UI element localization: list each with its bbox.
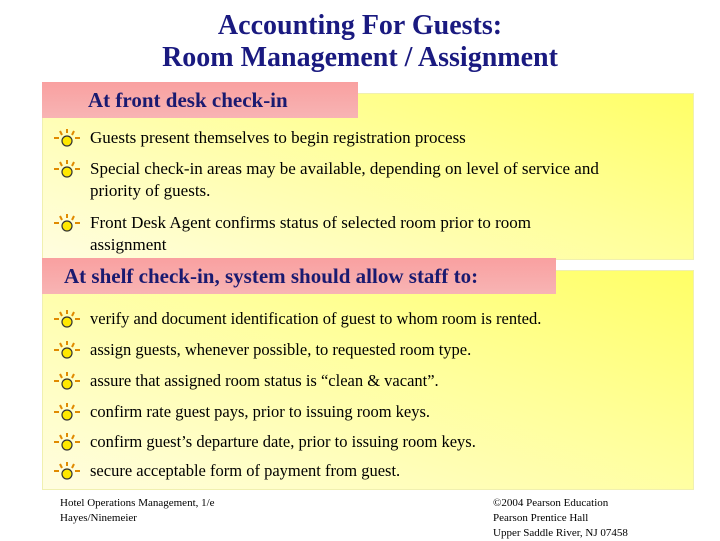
slide-title	[0, 10, 720, 74]
sun-bullet-icon	[52, 158, 82, 180]
sun-bullet-icon	[52, 431, 82, 453]
bullet-item	[52, 370, 640, 392]
sun-bullet-icon	[52, 401, 82, 423]
title-line: Accounting For Guests:	[217, 10, 503, 41]
section1-heading: At front desk check-in	[42, 82, 358, 118]
sun-bullet-icon	[52, 127, 82, 149]
bullet-item	[52, 212, 600, 256]
bullet-text: confirm guest’s departure date, prior to issuing room keys.	[90, 432, 476, 451]
bullet-item	[52, 339, 640, 361]
bullet-text: assign guests, whenever possible, to requested room type.	[90, 340, 472, 359]
bullet-item	[52, 431, 640, 453]
sun-bullet-icon	[52, 212, 82, 234]
title-line: Room Management / Assignment	[162, 42, 558, 73]
footer-right	[493, 496, 628, 541]
footer-line: Hotel Operations Management, 1/e	[60, 497, 215, 509]
bullet-text: Front Desk Agent confirms status of selected room prior to room assignment	[90, 213, 531, 254]
bullet-text: confirm rate guest pays, prior to issuing room keys.	[90, 402, 431, 421]
bullet-text: Special check-in areas may be available, depending on level of service and priority of guests.	[90, 159, 599, 200]
bullet-text: Guests present themselves to begin registration process	[90, 128, 466, 147]
sun-bullet-icon	[52, 308, 82, 330]
bullet-item	[52, 127, 720, 149]
footer-line: Pearson Prentice Hall	[493, 512, 589, 524]
bullet-item	[52, 460, 640, 482]
footer-line: Upper Saddle River, NJ 07458	[493, 527, 628, 539]
bullet-item	[52, 401, 640, 423]
footer-line: Hayes/Ninemeier	[60, 512, 137, 524]
sun-bullet-icon	[52, 339, 82, 361]
section2-heading: At shelf check-in, system should allow staff to:	[42, 258, 556, 294]
sun-bullet-icon	[52, 460, 82, 482]
bullet-item	[52, 158, 600, 202]
bullet-text: assure that assigned room status is “clean & vacant”.	[90, 371, 439, 390]
footer-left	[60, 496, 215, 526]
bullet-text: verify and document identification of guest to whom room is rented.	[90, 309, 542, 328]
sun-bullet-icon	[52, 370, 82, 392]
bullet-text: secure acceptable form of payment from guest.	[90, 461, 401, 480]
bullet-item	[52, 308, 640, 330]
footer-line: ©2004 Pearson Education	[493, 497, 609, 509]
